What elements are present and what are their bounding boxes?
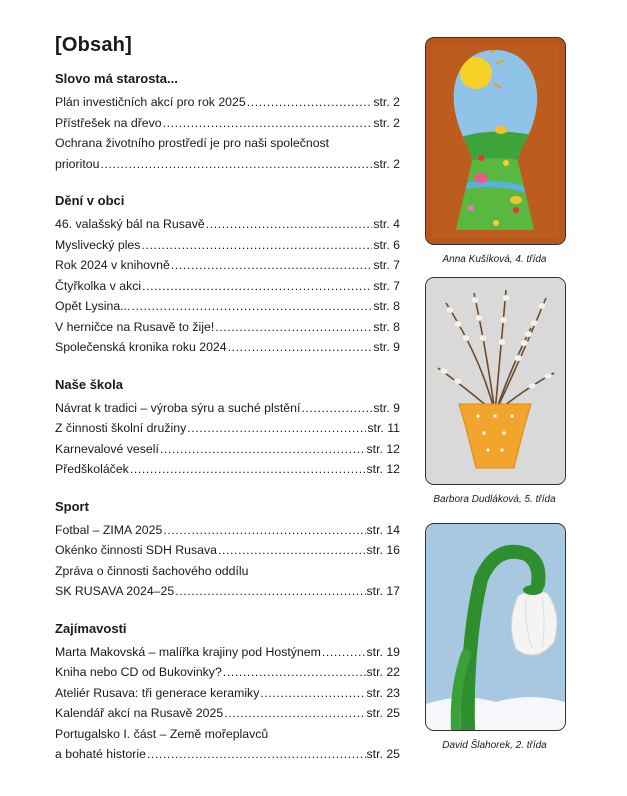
artwork-caption: Anna Kušíková, 4. třída bbox=[442, 254, 547, 265]
entry-title: Plán investičních akcí pro rok 2025 bbox=[55, 95, 246, 109]
toc-entry[interactable] bbox=[55, 439, 400, 460]
artwork-barbora bbox=[425, 277, 564, 505]
entry-page: str. 2 bbox=[373, 95, 400, 109]
toc-section-nase-skola bbox=[55, 376, 400, 480]
toc-entry[interactable] bbox=[55, 317, 400, 338]
toc-section-starosta bbox=[55, 70, 400, 174]
entry-page: str. 19 bbox=[366, 644, 400, 659]
table-of-contents bbox=[55, 70, 400, 783]
entry-title: Předškoláček bbox=[55, 462, 129, 476]
dot-leader bbox=[223, 662, 366, 683]
dot-leader bbox=[224, 703, 365, 724]
entry-page: str. 25 bbox=[366, 747, 400, 761]
entry-title-line1: Ochrana životního prostředí je pro naši společnost bbox=[55, 136, 330, 150]
artwork-caption: David Šlahorek, 2. třída bbox=[442, 740, 547, 751]
section-heading: Zajímavosti bbox=[55, 620, 127, 636]
toc-entry[interactable] bbox=[55, 561, 400, 602]
toc-section-sport bbox=[55, 498, 400, 602]
entry-page: str. 12 bbox=[366, 462, 400, 476]
dot-leader bbox=[247, 92, 373, 113]
entry-page: str. 8 bbox=[373, 319, 400, 334]
toc-entry[interactable] bbox=[55, 255, 400, 276]
entry-title-line1: Portugalsko I. část – Země mořeplavců bbox=[55, 726, 269, 741]
dot-leader bbox=[147, 744, 366, 765]
toc-entry[interactable] bbox=[55, 662, 400, 683]
artwork-anna bbox=[425, 37, 564, 265]
entry-page: str. 9 bbox=[373, 400, 400, 415]
entry-page: str. 9 bbox=[373, 340, 400, 354]
section-heading: Sport bbox=[55, 498, 89, 514]
dot-leader bbox=[163, 520, 365, 541]
section-heading: Slovo má starosta... bbox=[55, 71, 178, 86]
section-heading: Naše škola bbox=[55, 376, 123, 392]
dot-leader bbox=[206, 214, 373, 235]
toc-entry[interactable] bbox=[55, 642, 400, 663]
entry-title: Marta Makovská – malířka krajiny pod Hostýnem bbox=[55, 644, 321, 659]
entry-title: Myslivecký ples bbox=[55, 237, 141, 252]
entry-page: str. 12 bbox=[366, 441, 400, 456]
toc-section-deni-v-obci bbox=[55, 192, 400, 358]
toc-entry[interactable] bbox=[55, 520, 400, 541]
entry-title: 46. valašský bál na Rusavě bbox=[55, 217, 205, 231]
entry-page: str. 23 bbox=[366, 685, 400, 700]
entry-title: Kalendář akcí na Rusavě 2025 bbox=[55, 706, 224, 720]
dot-leader bbox=[171, 255, 372, 276]
dot-leader bbox=[215, 317, 372, 338]
dot-leader bbox=[142, 276, 372, 297]
entry-page: str. 14 bbox=[366, 522, 400, 537]
pussy-willow-vase-collage-icon bbox=[425, 277, 566, 485]
artwork-david bbox=[425, 523, 564, 751]
dot-leader bbox=[175, 581, 365, 602]
dot-leader bbox=[160, 439, 366, 460]
toc-entry[interactable] bbox=[55, 540, 400, 561]
toc-entry[interactable] bbox=[55, 235, 400, 256]
dot-leader bbox=[100, 154, 372, 175]
entry-title: SK RUSAVA 2024–25 bbox=[55, 584, 175, 598]
keyhole-landscape-drawing-icon bbox=[425, 37, 566, 245]
snowdrop-collage-icon bbox=[425, 523, 566, 731]
toc-entry[interactable] bbox=[55, 398, 400, 419]
dot-leader bbox=[218, 540, 366, 561]
entry-title: Karnevalové veselí bbox=[55, 441, 159, 456]
toc-entry[interactable] bbox=[55, 276, 400, 297]
toc-entry[interactable] bbox=[55, 214, 400, 235]
dot-leader bbox=[163, 113, 373, 134]
page-title: [Obsah] bbox=[55, 34, 132, 56]
entry-title: V herničce na Rusavě to žije! bbox=[55, 319, 215, 334]
toc-entry[interactable] bbox=[55, 92, 400, 113]
entry-title: Přístřešek na dřevo bbox=[55, 115, 162, 130]
entry-page: str. 7 bbox=[373, 258, 400, 272]
entry-page: str. 8 bbox=[373, 299, 400, 313]
entry-page: str. 16 bbox=[366, 543, 400, 557]
entry-title: Kniha nebo CD od Bukovinky? bbox=[55, 665, 222, 679]
toc-entry[interactable] bbox=[55, 133, 400, 174]
entry-title: Opět Lysina... bbox=[55, 299, 131, 313]
section-heading: Dění v obci bbox=[55, 193, 125, 208]
entry-page: str. 2 bbox=[373, 156, 400, 171]
entry-page: str. 22 bbox=[366, 665, 400, 679]
toc-entry[interactable] bbox=[55, 703, 400, 724]
dot-leader bbox=[228, 337, 373, 358]
entry-page: str. 2 bbox=[373, 115, 400, 130]
entry-title: Rok 2024 v knihovně bbox=[55, 258, 170, 272]
entry-title: Ateliér Rusava: tři generace keramiky bbox=[55, 685, 260, 700]
toc-entry[interactable] bbox=[55, 724, 400, 765]
artwork-caption: Barbora Dudláková, 5. třída bbox=[433, 494, 556, 505]
entry-page: str. 7 bbox=[373, 278, 400, 293]
toc-entry[interactable] bbox=[55, 337, 400, 358]
entry-page: str. 17 bbox=[366, 584, 400, 598]
toc-entry[interactable] bbox=[55, 683, 400, 704]
dot-leader bbox=[301, 398, 372, 419]
entry-page: str. 25 bbox=[366, 706, 400, 720]
entry-title: Okénko činnosti SDH Rusava bbox=[55, 543, 217, 557]
dot-leader bbox=[130, 459, 366, 480]
entry-title: Návrat k tradici – výroba sýru a suché plstění bbox=[55, 400, 301, 415]
entry-page: str. 4 bbox=[373, 217, 400, 231]
dot-leader bbox=[187, 418, 366, 439]
toc-entry[interactable] bbox=[55, 459, 400, 480]
dot-leader bbox=[322, 642, 366, 663]
toc-entry[interactable] bbox=[55, 418, 400, 439]
dot-leader bbox=[131, 296, 372, 317]
dot-leader bbox=[260, 683, 365, 704]
toc-section-zajimavosti bbox=[55, 620, 400, 765]
entry-title: a bohaté historie bbox=[55, 747, 146, 761]
dot-leader bbox=[141, 235, 372, 256]
entry-title: Z činnosti školní družiny bbox=[55, 421, 187, 435]
entry-title: Společenská kronika roku 2024 bbox=[55, 340, 227, 354]
entry-title-line1: Zpráva o činnosti šachového oddílu bbox=[55, 563, 249, 578]
entry-page: str. 6 bbox=[373, 237, 400, 252]
toc-entry[interactable] bbox=[55, 296, 400, 317]
entry-title: Čtyřkolka v akci bbox=[55, 278, 142, 293]
entry-page: str. 11 bbox=[367, 421, 400, 435]
entry-title: Fotbal – ZIMA 2025 bbox=[55, 522, 163, 537]
entry-title: prioritou bbox=[55, 156, 100, 171]
toc-entry[interactable] bbox=[55, 113, 400, 134]
